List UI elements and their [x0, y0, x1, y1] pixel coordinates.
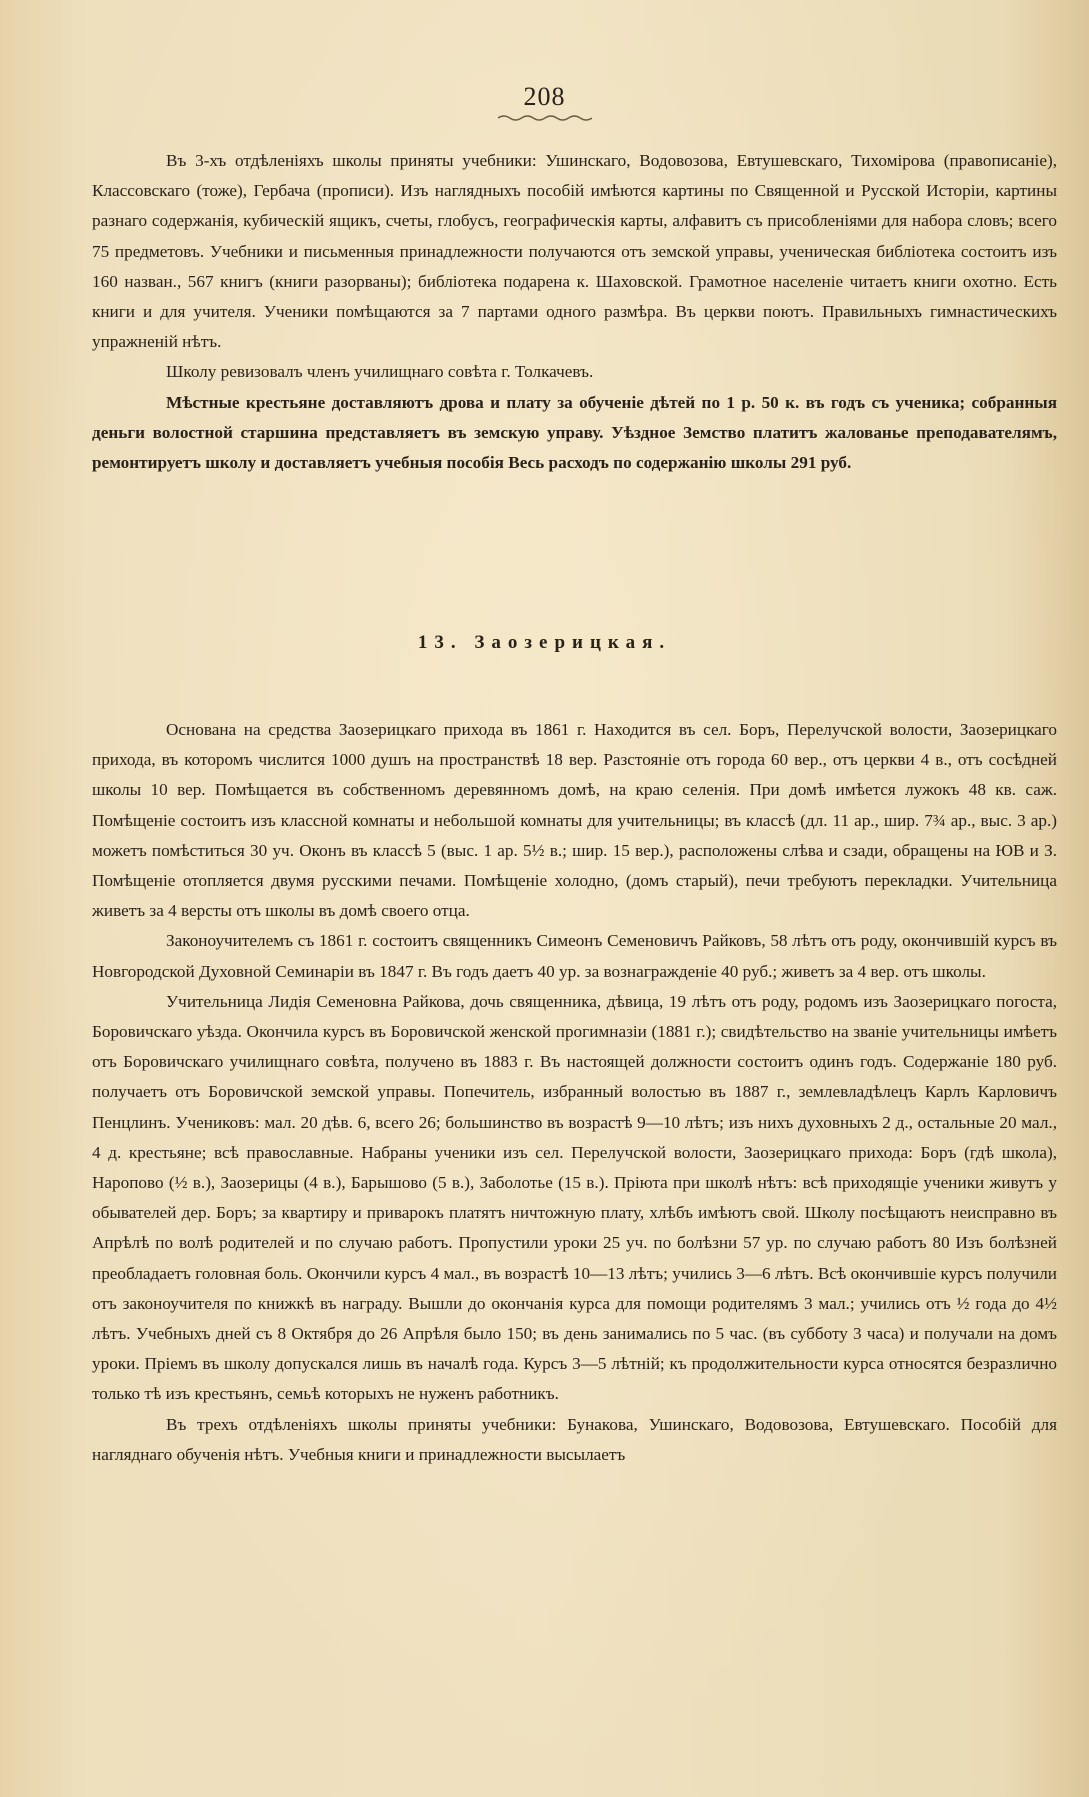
- section-text-1: [92, 146, 1057, 478]
- page-number: 208: [523, 82, 566, 111]
- paragraph-textbooks: Въ 3-хъ отдѣленіяхъ школы приняты учебники: Ушинскаго, Водовозова, Евтушевскаго, Тихомірова (правописаніе), Классовскаго (тоже), Гербача (прописи). Изъ наглядныхъ пособій имѣются картины по Священной и Русской Исторіи, картины разнаго содержанія, кубическій ящикъ, счеты, глобусъ, географическія карты, алфавитъ съ присобленіями для набора словъ; всего 75 предметовъ. Учебники и письменныя принадлежности получаются отъ земской управы, ученическая библіотека состоитъ изъ 160 назван., 567 книгъ (книги разорваны); библіотека подарена к. Шаховской. Грамотное населеніе читаетъ книги охотно. Есть книги и для учителя. Ученики помѣщаются за 7 партами одного размѣра. Въ церкви поютъ. Правильныхъ гимнастическихъ упражненій нѣтъ.: [92, 151, 1057, 352]
- paragraph-textbooks-2: Въ трехъ отдѣленіяхъ школы приняты учебники: Бунакова, Ушинскаго, Водовозова, Евтушевскаго. Пособій для нагляднаго обученія нѣтъ. Учебныя книги и принадлежности высылаетъ: [92, 1414, 1057, 1464]
- paragraph-founding: Основана на средства Заозерицкаго прихода въ 1861 г. Находится въ сел. Боръ, Перелучской волости, Заозерицкаго прихода, въ которомъ числится 1000 душъ на пространствѣ 18 вер. Разстояніе отъ города 60 вер., отъ церкви 4 в., отъ сосѣдней школы 10 вер. Помѣщается въ собственномъ деревянномъ домѣ, на краю селенія. При домѣ имѣется лужокъ 48 кв. саж. Помѣщеніе состоитъ изъ классной комнаты и небольшой комнаты для учительницы; въ классѣ (дл. 11 ар., шир. 7¾ ар., выс. 3 ар.) можетъ помѣститься 30 уч. Оконъ въ классѣ 5 (выс. 1 ар. 5½ в.; шир. 15 вер.), расположены слѣва и сзади, обращены на ЮВ и З. Помѣщеніе отопляется двумя русскими печами. Помѣщеніе холодно, (домъ старый), печи требуютъ перекладки. Учительница живетъ за 4 версты отъ школы въ домѣ своего отца.: [92, 720, 1057, 921]
- paragraph-law-teacher: Законоучителемъ съ 1861 г. состоитъ священникъ Симеонъ Семеновичъ Райковъ, 58 лѣтъ отъ роду, окончившій курсъ въ Новгородской Духовной Семинаріи въ 1847 г. Въ годъ даетъ 40 ур. за вознагражденіе 40 руб.; живетъ за 4 вер. отъ школы.: [92, 931, 1057, 981]
- wavy-rule-ornament: [498, 113, 592, 123]
- paragraph-teacher: Учительница Лидія Семеновна Райкова, дочь священника, дѣвица, 19 лѣтъ отъ роду, родомъ изъ Заозерицкаго погоста, Боровичскаго уѣзда. Окончила курсъ въ Боровичской женской прогимназіи (1881 г.); свидѣтельство на званіе учительницы имѣетъ отъ Боровичскаго училищнаго совѣта, получено въ 1883 г. Въ настоящей должности состоитъ одинъ годъ. Содержаніе 180 руб. получаетъ отъ Боровичской земской управы. Попечитель, избранный волостью въ 1887 г., землевладѣлецъ Карлъ Карловичъ Пенцлинъ. Учениковъ: мал. 20 дѣв. 6, всего 26; большинство въ возрастѣ 9—10 лѣтъ; изъ нихъ духовныхъ 2 д., остальные 20 мал., 4 д. крестьяне; всѣ православные. Набраны ученики изъ сел. Перелучской волости, Заозерицкаго прихода: Боръ (гдѣ школа), Наропово (½ в.), Заозерицы (4 в.), Барышово (5 в.), Заболотье (15 в.). Пріюта при школѣ нѣтъ: всѣ приходящіе ученики живутъ у обывателей дер. Боръ; за квартиру и приварокъ платятъ ничтожную плату, хлѣбъ имѣютъ свой. Школу посѣщаютъ неисправно въ Апрѣлѣ по волѣ родителей и по случаю работъ. Пропустили уроки 25 уч. по болѣзни 57 ур. по случаю работъ 80 Изъ болѣзней преобладаетъ головная боль. Окончили курсъ 4 мал., въ возрастѣ 10—13 лѣтъ; учились 3—6 лѣтъ. Всѣ окончившіе курсъ получили отъ законоучителя по книжкѣ въ награду. Вышли до окончанія курса для помощи родителямъ 3 мал.; учились отъ ½ года до 4½ лѣтъ. Учебныхъ дней съ 8 Октября до 26 Апрѣля было 150; въ день занимались по 5 час. (въ субботу 3 часа) и получали на домъ уроки. Пріемъ въ школу допускался лишь въ началѣ года. Курсъ 3—5 лѣтній; къ продолжительности курса относятся безразлично только тѣ изъ крестьянъ, семьѣ которыхъ не нуженъ работникъ.: [92, 991, 1057, 1404]
- section-text-2: [92, 715, 1057, 1470]
- paragraph-funding: Мѣстные крестьяне доставляютъ дрова и плату за обученіе дѣтей по 1 р. 50 к. въ годъ съ ученика; собранныя деньги волостной старшина представляетъ въ земскую управу. Уѣздное Земство платитъ жалованье преподавателямъ, ремонтируетъ школу и доставляетъ учебныя пособія Весь расходъ по содержанію школы 291 руб.: [92, 392, 1057, 473]
- section-heading: 13. Заозерицкая.: [417, 632, 672, 653]
- paragraph-inspection: Школу ревизовалъ членъ училищнаго совѣта г. Толкачевъ.: [166, 362, 594, 382]
